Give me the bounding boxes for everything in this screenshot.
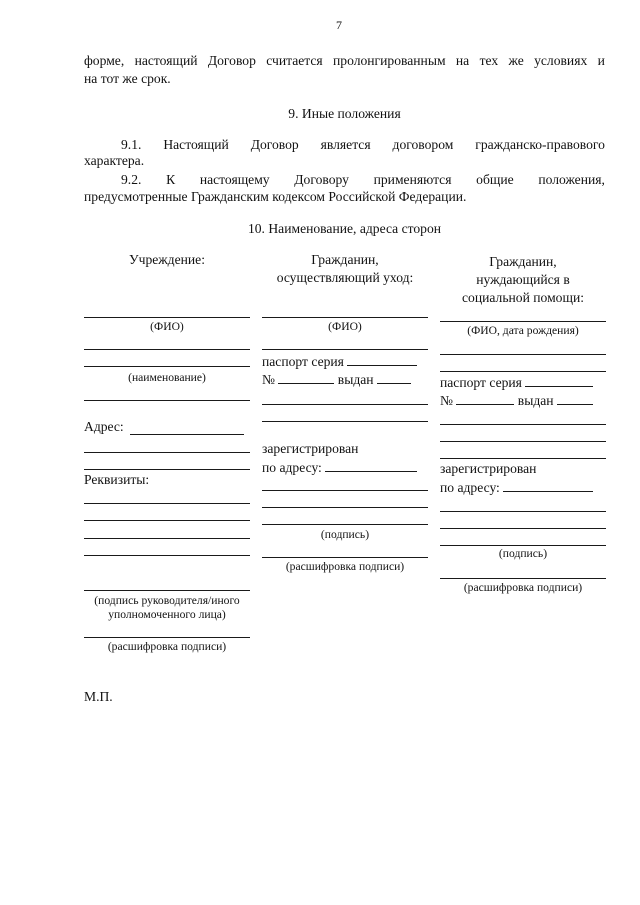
clause-9-2-line-2: предусмотренные Гражданским кодексом Российской Федерации.	[84, 189, 467, 204]
col3-passport-series-label: паспорт серия	[440, 375, 522, 390]
col2-issued-label: выдан	[337, 372, 374, 387]
col3-line-2[interactable]	[440, 354, 606, 355]
clause-9-1-word: 9.1.	[121, 137, 142, 152]
intro-word: тех	[479, 53, 499, 68]
col2-issued-input[interactable]	[377, 371, 411, 384]
intro-line-1	[84, 53, 605, 69]
col2-fio-line[interactable]	[262, 317, 428, 318]
col1-name-line-1[interactable]	[84, 349, 250, 350]
col3-passport-series-input[interactable]	[525, 374, 593, 387]
clause-9-2-line-1	[121, 172, 605, 188]
col1-signature-caption-2: уполномоченного лица)	[108, 608, 226, 621]
clause-9-2-word: общие	[476, 172, 514, 187]
col3-title-1: Гражданин,	[489, 254, 557, 269]
clause-9-2-word: Договору	[294, 172, 349, 187]
clause-9-1-word: является	[320, 137, 371, 152]
col2-fio-caption: (ФИО)	[328, 320, 362, 333]
col3-title-2: нуждающийся в	[476, 272, 570, 287]
col3-registered-1: зарегистрирован	[440, 461, 537, 476]
col2-title-2: осуществляющий уход:	[276, 270, 414, 285]
col2-title-1: Гражданин,	[311, 252, 379, 267]
col2-line-4[interactable]	[262, 404, 428, 405]
col3-issued-input[interactable]	[557, 392, 593, 405]
intro-word: пролонгированным	[333, 53, 446, 68]
col3-signature-caption: (подпись)	[498, 547, 548, 560]
intro-line-2: на тот же срок.	[84, 71, 171, 86]
clause-9-1-word: договором	[392, 137, 454, 152]
col3-signature-line[interactable]	[440, 545, 606, 546]
col2-passport-number-input[interactable]	[278, 371, 334, 384]
col3-line-7[interactable]	[440, 458, 606, 459]
clause-9-2-word: применяются	[373, 172, 452, 187]
section-9-heading: 9. Иные положения	[288, 106, 401, 121]
clause-9-2-word: К	[166, 172, 176, 187]
col1-decryption-line[interactable]	[84, 637, 250, 638]
clause-9-1-line-2: характера.	[84, 153, 145, 168]
col2-decryption-line[interactable]	[262, 557, 428, 558]
col2-decryption-caption: (расшифровка подписи)	[285, 560, 405, 573]
col3-title-3: социальной помощи:	[462, 290, 584, 305]
col2-passport-series-input[interactable]	[347, 353, 417, 366]
col2-number-sign: №	[262, 372, 275, 387]
intro-word: форме,	[84, 53, 125, 68]
col3-fio-line[interactable]	[440, 321, 606, 322]
col1-address-label: Адрес:	[84, 419, 124, 434]
col3-number-sign: №	[440, 393, 453, 408]
col2-registered-input[interactable]	[325, 459, 417, 472]
col1-requisites-label: Реквизиты:	[84, 472, 150, 487]
intro-word: считается	[266, 53, 323, 68]
col1-fio-line[interactable]	[84, 317, 250, 318]
col3-fio-caption: (ФИО, дата рождения)	[467, 324, 579, 337]
col2-registered-2	[262, 459, 417, 476]
col1-name-caption: (наименование)	[128, 371, 206, 384]
col3-address-line-2[interactable]	[440, 511, 606, 512]
col1-title: Учреждение:	[129, 252, 205, 267]
col3-decryption-caption: (расшифровка подписи)	[463, 581, 583, 594]
col3-passport-series	[440, 374, 593, 391]
intro-word: и	[597, 53, 605, 68]
intro-word: же	[508, 53, 524, 68]
col2-registered-1: зарегистрирован	[262, 441, 359, 456]
col1-address-line-2[interactable]	[84, 452, 250, 453]
col1-requisites-line-3[interactable]	[84, 538, 250, 539]
col2-passport-number	[262, 371, 411, 388]
col3-passport-number-input[interactable]	[456, 392, 514, 405]
clause-9-2-word: настоящему	[199, 172, 270, 187]
col1-decryption-caption: (расшифровка подписи)	[107, 640, 227, 653]
clause-9-1-word: Договор	[250, 137, 299, 152]
col1-signature-caption-1: (подпись руководителя/иного	[94, 594, 240, 607]
col2-passport-series	[262, 353, 417, 370]
clause-9-1-line-1	[121, 137, 605, 153]
col3-address-line-3[interactable]	[440, 528, 606, 529]
col3-decryption-line[interactable]	[440, 578, 606, 579]
col2-registered-label: по адресу:	[262, 460, 322, 475]
page-number: 7	[336, 18, 342, 32]
col3-registered-input[interactable]	[503, 479, 593, 492]
intro-word: на	[455, 53, 470, 68]
col1-address-line-1[interactable]	[130, 434, 244, 435]
col2-passport-series-label: паспорт серия	[262, 354, 344, 369]
intro-word: настоящий	[134, 53, 198, 68]
col1-name-line-2[interactable]	[84, 366, 250, 367]
intro-word: Договор	[207, 53, 256, 68]
col2-address-line-3[interactable]	[262, 507, 428, 508]
col2-signature-caption: (подпись)	[320, 528, 370, 541]
col2-signature-line[interactable]	[262, 524, 428, 525]
intro-word: условиях	[534, 53, 588, 68]
stamp-place: М.П.	[84, 689, 113, 704]
clause-9-2-word: положения,	[538, 172, 605, 187]
col2-address-line-2[interactable]	[262, 490, 428, 491]
col3-registered-2	[440, 479, 593, 496]
section-10-heading: 10. Наименование, адреса сторон	[247, 221, 442, 236]
col2-line-5[interactable]	[262, 421, 428, 422]
col1-line-3[interactable]	[84, 400, 250, 401]
col1-fio-caption: (ФИО)	[150, 320, 184, 333]
col1-address-line-3[interactable]	[84, 469, 250, 470]
col3-issued-label: выдан	[517, 393, 554, 408]
col3-line-5[interactable]	[440, 424, 606, 425]
col3-line-3[interactable]	[440, 371, 606, 372]
col1-requisites-line-1[interactable]	[84, 503, 250, 504]
col3-line-6[interactable]	[440, 441, 606, 442]
col1-requisites-line-2[interactable]	[84, 520, 250, 521]
clause-9-2-word: 9.2.	[121, 172, 142, 187]
col1-signature-line[interactable]	[84, 590, 250, 591]
col2-line-2[interactable]	[262, 349, 428, 350]
col1-requisites-line-4[interactable]	[84, 555, 250, 556]
clause-9-1-word: Настоящий	[163, 137, 229, 152]
col3-registered-label: по адресу:	[440, 480, 500, 495]
col3-passport-number	[440, 392, 593, 409]
clause-9-1-word: гражданско-правового	[475, 137, 605, 152]
